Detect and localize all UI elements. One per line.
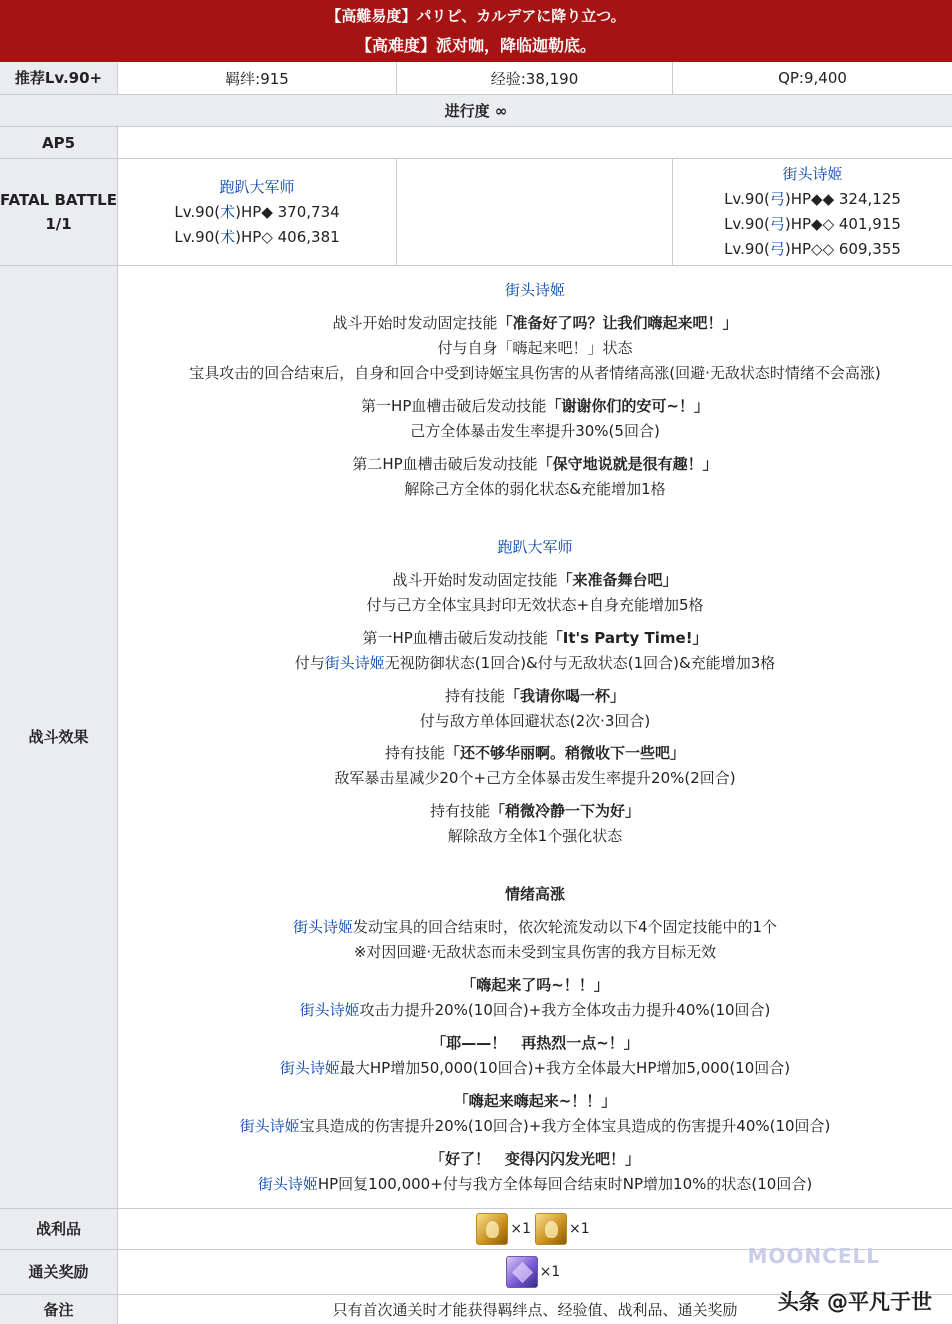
effect-line: 街头诗姬HP回复100,000+付与我方全体每回合结束时NP增加10%的状态(10回合)	[257, 1175, 813, 1193]
enemy-hp-line: Lv.90(术)HP◆ 370,734	[174, 202, 340, 221]
enemy-name-link[interactable]: 跑趴大军师	[219, 177, 295, 196]
effect-line: 街头诗姬发动宝具的回合结束时，依次轮流发动以下4个固定技能中的1个	[292, 918, 778, 936]
class-link[interactable]: 术	[220, 202, 236, 221]
effect-line: 付与自身「嗨起来吧！」状态	[437, 339, 633, 357]
effect-line: 付与街头诗姬无视防御状态(1回合)&付与无敌状态(1回合)&充能增加3格	[294, 654, 776, 672]
enemy-name-link[interactable]: 街头诗姬	[782, 165, 843, 183]
enemy-cell-2	[672, 159, 952, 265]
enemy-hp-line: Lv.90(弓)HP◆◆ 324,125	[724, 190, 901, 208]
effect-line: 第一HP血槽击破后发动技能「It's Party Time!」	[362, 629, 708, 647]
fatal-battle-count: 1/1	[45, 215, 72, 233]
bond-value: 羁绊:915	[225, 69, 289, 88]
notes-text: 只有首次通关时才能获得羁绊点、经验值、战利品、通关奖励	[332, 1301, 738, 1319]
servant-link[interactable]: 街头诗姬	[299, 1001, 360, 1019]
effect-line: 街头诗姬攻击力提升20%(10回合)+我方全体攻击力提升40%(10回合)	[299, 1001, 771, 1019]
item-count: ×1	[539, 1264, 561, 1280]
enemy-hp-line: Lv.90(弓)HP◆◇ 401,915	[724, 215, 901, 233]
effect-line: 「耶——！ 再热烈一点~！」	[431, 1034, 639, 1052]
servant-link[interactable]: 街头诗姬	[239, 1117, 300, 1135]
battle-effects-row	[0, 266, 952, 1209]
servant-link[interactable]: 街头诗姬	[292, 918, 353, 936]
progress-label: 进行度 ∞	[0, 95, 952, 126]
crystal-item-icon[interactable]	[506, 1256, 538, 1288]
notes-label: 备注	[0, 1295, 118, 1324]
gold-item-icon[interactable]	[476, 1213, 508, 1245]
effect-line: 持有技能「我请你喝一杯」	[444, 687, 626, 705]
item-count: ×1	[510, 1221, 531, 1237]
drops-content	[118, 1209, 952, 1249]
effect-line: 宝具攻击的回合结束后，自身和回合中受到诗姬宝具伤害的从者情绪高涨(回避·无敌状态时情绪不会高涨)	[189, 364, 881, 382]
class-link[interactable]: 弓	[769, 190, 785, 208]
servant-link[interactable]: 街头诗姬	[324, 654, 385, 672]
effect-line: 持有技能「稍微冷静一下为好」	[429, 802, 641, 820]
mooncell-watermark: MOONCELL	[747, 1244, 880, 1268]
info-row	[0, 62, 952, 95]
servant-link[interactable]: 街头诗姬	[257, 1175, 318, 1193]
clear-reward-label: 通关奖励	[0, 1250, 118, 1294]
effect-line: 「好了！ 变得闪闪发光吧！」	[429, 1150, 640, 1168]
enemy-cell-empty	[396, 159, 672, 265]
item-count: ×1	[569, 1221, 590, 1237]
quest-title-cn: 【高难度】派对咖，降临迦勒底。	[355, 36, 596, 55]
effect-line: 己方全体暴击发生率提升30%(5回合)	[410, 422, 660, 440]
effect-line: 第二HP血槽击破后发动技能「保守地说就是很有趣！」	[352, 455, 718, 473]
rec-level-label: 推荐Lv.90+	[0, 62, 118, 94]
effect-line: 战斗开始时发动固定技能「准备好了吗？让我们嗨起来吧！」	[332, 314, 738, 332]
drops-label: 战利品	[0, 1209, 118, 1249]
fatal-battle-label	[0, 159, 118, 265]
source-watermark: 头条 @平凡于世	[777, 1290, 932, 1314]
effect-line: 「嗨起来了吗~！！」	[461, 976, 609, 994]
effect-line: 第一HP血槽击破后发动技能「谢谢你们的安可~！」	[361, 397, 709, 415]
ap-label: AP5	[0, 127, 118, 158]
class-link[interactable]: 弓	[769, 215, 785, 233]
effect-line: 「嗨起来嗨起来~！！」	[453, 1092, 617, 1110]
quest-header	[0, 0, 952, 62]
effect-line: 持有技能「还不够华丽啊。稍微收下一些吧」	[384, 744, 686, 762]
effect-line: 付与敌方单体回避状态(2次·3回合)	[419, 712, 651, 730]
enemy-cell-1	[118, 159, 396, 265]
class-link[interactable]: 弓	[769, 240, 785, 258]
effect-line: 街头诗姬最大HP增加50,000(10回合)+我方全体最大HP增加5,000(10回合)	[279, 1059, 791, 1077]
battle-effects-content	[118, 266, 952, 1208]
effect-line: 解除敌方全体1个强化状态	[447, 827, 623, 845]
progress-row	[0, 95, 952, 127]
qp-value: QP:9,400	[672, 62, 952, 94]
section-title-link[interactable]: 跑趴大军师	[497, 538, 573, 556]
class-link[interactable]: 术	[220, 227, 236, 246]
servant-link[interactable]: 街头诗姬	[279, 1059, 340, 1077]
section-title-link[interactable]: 街头诗姬	[504, 281, 565, 299]
effect-line: ※对因回避·无敌状态而未受到宝具伤害的我方目标无效	[353, 943, 717, 961]
fatal-battle-row	[0, 159, 952, 266]
exp-value: 经验:38,190	[396, 62, 672, 94]
fatal-battle-title: FATAL BATTLE	[0, 191, 117, 209]
gold-item-icon[interactable]	[535, 1213, 567, 1245]
effect-line: 付与己方全体宝具封印无效状态+自身充能增加5格	[366, 596, 704, 614]
effect-line: 敌军暴击星减少20个+己方全体暴击发生率提升20%(2回合)	[334, 769, 736, 787]
effect-line: 战斗开始时发动固定技能「来准备舞台吧」	[392, 571, 678, 589]
effect-line: 解除己方全体的弱化状态&充能增加1格	[404, 480, 666, 498]
quest-title-jp: 【高難易度】パリピ、カルデアに降り立つ。	[326, 7, 626, 25]
enemy-hp-line: Lv.90(术)HP◇ 406,381	[174, 227, 340, 246]
effect-line: 街头诗姬宝具造成的伤害提升20%(10回合)+我方全体宝具造成的伤害提升40%(10回合)	[239, 1117, 831, 1135]
ap-row	[0, 127, 952, 159]
section-title: 情绪高涨	[504, 885, 565, 903]
battle-effects-label: 战斗效果	[0, 266, 118, 1208]
enemy-hp-line: Lv.90(弓)HP◇◇ 609,355	[724, 240, 901, 258]
